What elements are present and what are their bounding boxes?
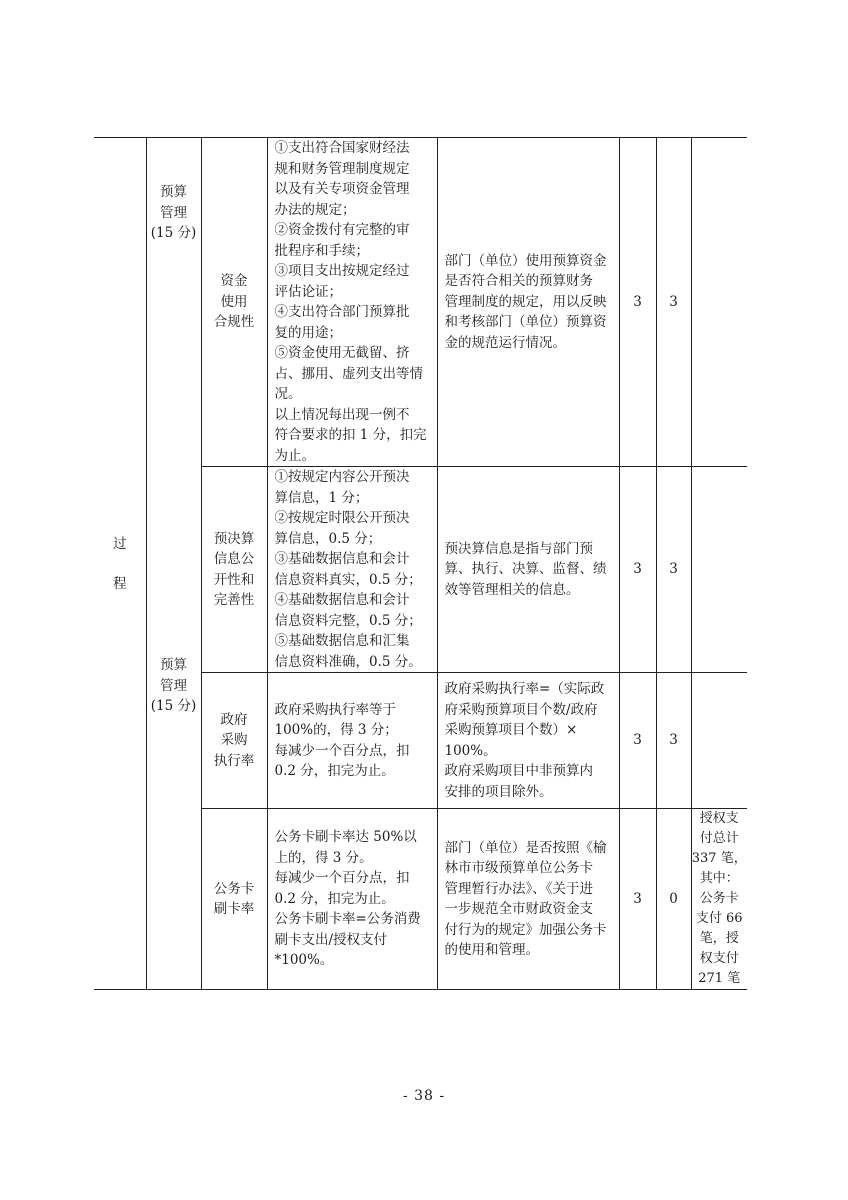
explanation-cell: 预决算信息是指与部门预 算、执行、决算、监督、绩 效等管理相关的信息。 [437,467,619,673]
group-label-1: 预算 管理 (15 分) [150,184,197,241]
category-char: 程 [113,575,127,592]
note-cell [691,467,747,673]
criteria-cell: 政府采购执行率等于 100%的，得 3 分； 每减少一个百分点，扣 0.2 分，扣完为止。 [267,673,437,809]
indicator-cell: 政府 采购 执行率 [201,673,267,809]
note-cell [691,673,747,809]
weight-cell: 3 [619,467,656,673]
indicator-cell: 预决算 信息公 开性和 完善性 [201,467,267,673]
weight-cell: 3 [619,673,656,809]
score-cell: 3 [656,467,691,673]
criteria-cell: ①支出符合国家财经法 规和财务管理制度规定 以及有关专项资金管理 办法的规定； ②资金拨付有完整的审 批程序和手续； ③项目支出按规定经过 评估论证； ④支出符合部门预算批 复的用途； ⑤资金使用无截留、挤 占、挪用、虚列支出等情 况。 以上情况每出现一例不 符合要求的扣 1 分，扣完 为止。 [267,138,437,467]
criteria-cell: ①按规定内容公开预决 算信息，1 分； ②按规定时限公开预决 算信息，0.5 分； ③基础数据信息和会计 信息资料真实，0.5 分； ④基础数据信息和会计 信息资料完整，0.5 分； ⑤基础数据信息和汇集 信息资料准确，0.5 分。 [267,467,437,673]
table-row [94,138,747,467]
score-cell: 3 [656,138,691,467]
score-cell: 0 [656,809,691,990]
explanation-cell: 部门（单位）是否按照《榆 林市市级预算单位公务卡 管理暂行办法》、《关于进 一步规范全市财政资金支 付行为的规定》加强公务卡 的使用和管理。 [437,809,619,990]
explanation-cell: 政府采购执行率=（实际政 府采购预算项目个数/政府 采购预算项目个数）× 100%。 政府采购项目中非预算内 安排的项目除外。 [437,673,619,809]
weight-cell: 3 [619,809,656,990]
criteria-cell: 公务卡刷卡率达 50%以 上的，得 3 分。 每减少一个百分点，扣 0.2 分，扣完为止。 公务卡刷卡率=公务消费 刷卡支出/授权支付 *100%。 [267,809,437,990]
note-cell: 授权支 付总计 337 笔， 其中： 公务卡 支付 66 笔，授 权支付 271 笔 [691,809,747,990]
group-cell [146,138,201,990]
category-char: 过 [113,535,127,552]
explanation-cell: 部门（单位）使用预算资金 是否符合相关的预算财务 管理制度的规定，用以反映 和考核部门（单位）预算资 金的规范运行情况。 [437,138,619,467]
score-cell: 3 [656,673,691,809]
weight-cell: 3 [619,138,656,467]
indicator-cell: 资金 使用 合规性 [201,138,267,467]
note-cell [691,138,747,467]
evaluation-table [94,137,747,990]
indicator-cell: 公务卡 刷卡率 [201,809,267,990]
page-number: - 38 - [402,1088,446,1104]
category-cell [94,138,146,990]
group-label-2: 预算 管理 (15 分) [150,657,197,714]
